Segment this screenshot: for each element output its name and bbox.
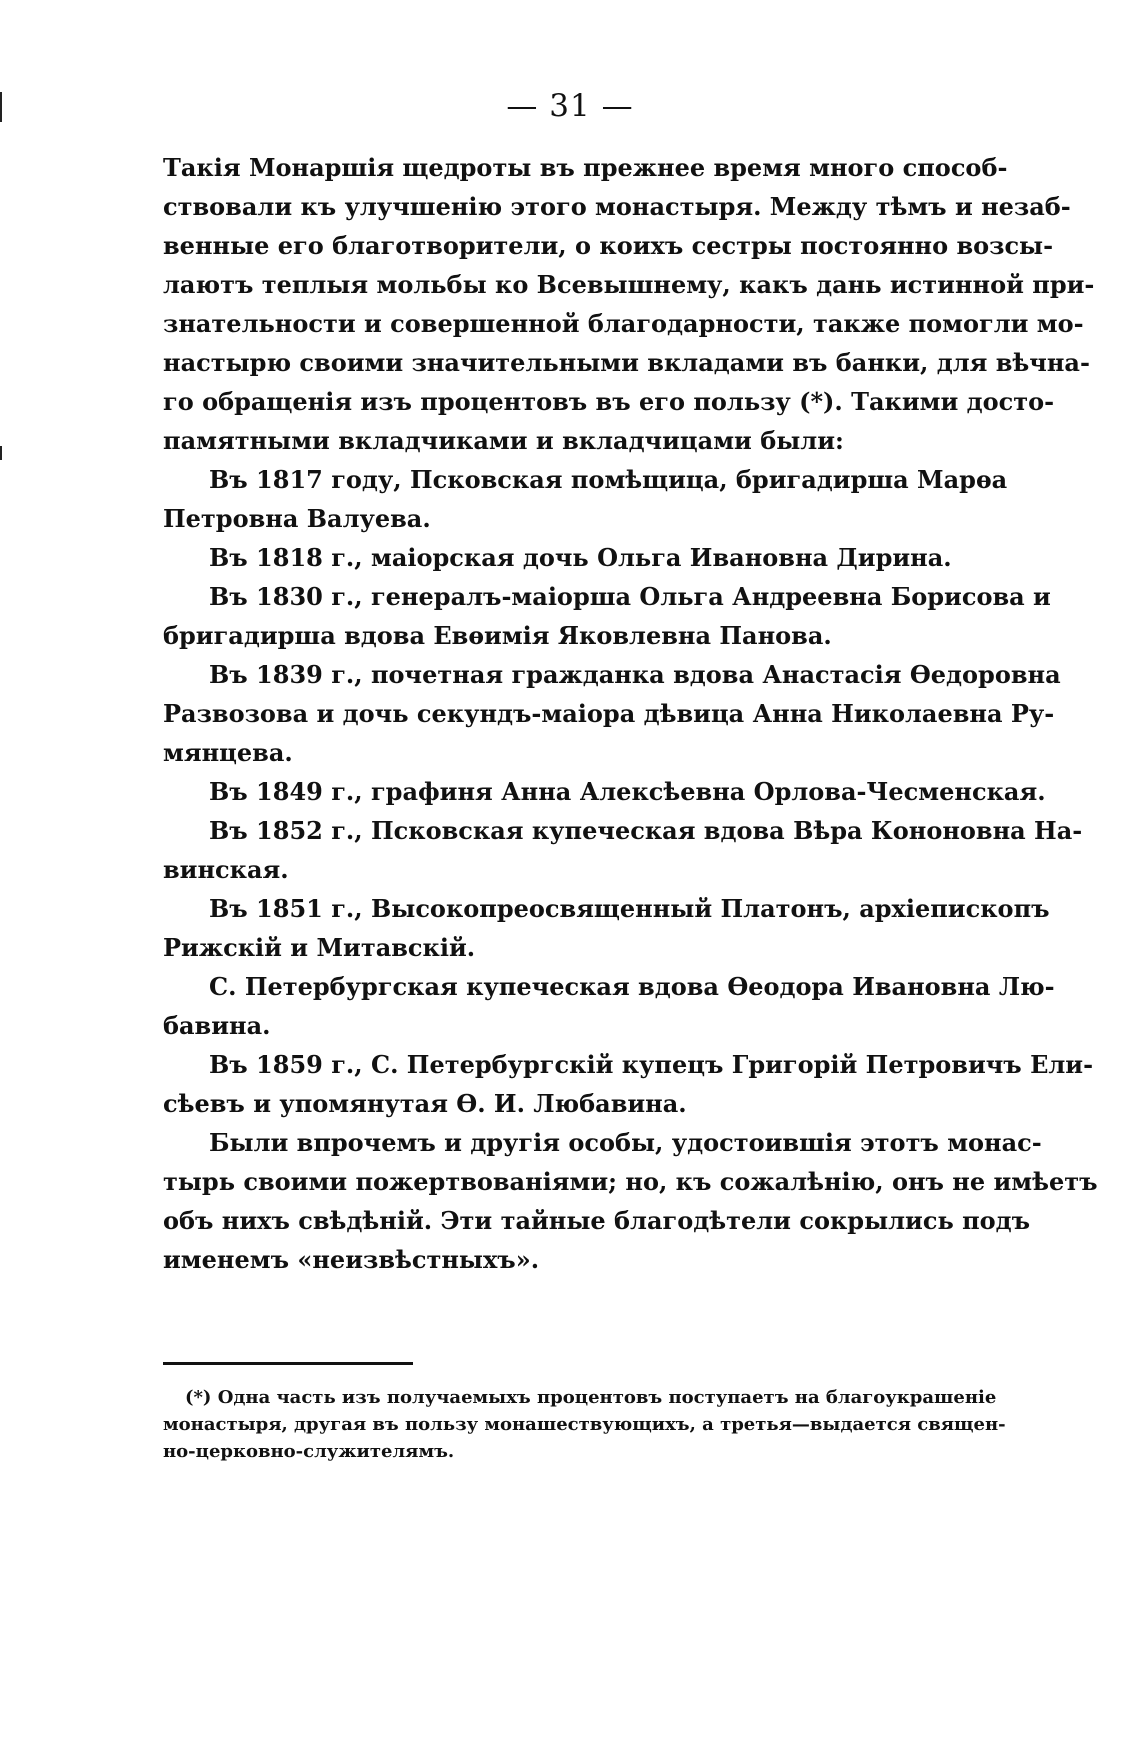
text-line: бригадирша вдова Евѳимія Яковлевна Панова. <box>163 621 832 650</box>
text-line: мянцева. <box>163 738 293 767</box>
text-line: Въ 1817 году, Псковская помѣщица, бригадирша Марѳа <box>209 465 1008 494</box>
text-line: бавина. <box>163 1011 271 1040</box>
text-line: С. Петербургская купеческая вдова Ѳеодора Ивановна Лю- <box>209 972 1055 1001</box>
footnote-line: но-церковно-служителямъ. <box>163 1441 455 1462</box>
text-line: лаютъ теплыя мольбы ко Всевышнему, какъ дань истинной при- <box>163 270 1095 299</box>
text-line: го обращенія изъ процентовъ въ его пользу (*). Такими досто- <box>163 387 1055 416</box>
text-line: Въ 1830 г., генералъ-маіорша Ольга Андреевна Борисова и <box>209 582 1051 611</box>
text-line: Въ 1839 г., почетная гражданка вдова Анастасія Ѳедоровна <box>209 660 1061 689</box>
text-line: объ нихъ свѣдѣній. Эти тайные благодѣтели сокрылись подъ <box>163 1206 1031 1235</box>
text-line: Въ 1818 г., маіорская дочь Ольга Ивановна Дирина. <box>209 543 952 572</box>
text-line: именемъ «неизвѣстныхъ». <box>163 1245 540 1274</box>
footnote-separator <box>163 1362 413 1365</box>
text-line: Рижскій и Митавскій. <box>163 933 476 962</box>
footnote <box>163 1384 1006 1465</box>
text-line: настырю своими значительными вкладами въ банки, для вѣчна- <box>163 348 1090 377</box>
text-line: винская. <box>163 855 289 884</box>
main-text <box>163 148 1098 1279</box>
text-line: Въ 1851 г., Высокопреосвященный Платонъ, архіепископъ <box>209 894 1050 923</box>
text-line: Въ 1859 г., С. Петербургскій купецъ Григорій Петровичъ Ели- <box>209 1050 1094 1079</box>
text-line: памятными вкладчиками и вкладчицами были: <box>163 426 844 455</box>
page-number: — 31 — <box>506 88 634 124</box>
text-line: Такія Монаршія щедроты въ прежнее время много способ- <box>163 153 1008 182</box>
text-line: сѣевъ и упомянутая Ѳ. И. Любавина. <box>163 1089 687 1118</box>
text-line: венные его благотворители, о коихъ сестры постоянно возсы- <box>163 231 1054 260</box>
footnote-line: монастыря, другая въ пользу монашествующихъ, а третья—выдается священ- <box>163 1414 1006 1435</box>
footnote-line: (*) Одна часть изъ получаемыхъ процентовъ поступаетъ на благоукрашеніе <box>185 1387 997 1408</box>
text-line: тырь своими пожертвованіями; но, къ сожалѣнію, онъ не имѣетъ <box>163 1167 1098 1196</box>
text-line: Развозова и дочь секундъ-маіора дѣвица Анна Николаевна Ру- <box>163 699 1055 728</box>
text-line: Петровна Валуева. <box>163 504 431 533</box>
text-line: Въ 1852 г., Псковская купеческая вдова Вѣра Кононовна На- <box>209 816 1083 845</box>
left-margin-mark-bottom <box>0 446 2 460</box>
text-line: Въ 1849 г., графиня Анна Алексѣевна Орлова-Чесменская. <box>209 777 1046 806</box>
text-line: Были впрочемъ и другія особы, удостоившія этотъ монас- <box>209 1128 1042 1157</box>
text-line: ствовали къ улучшенію этого монастыря. Между тѣмъ и незаб- <box>163 192 1071 221</box>
text-line: знательности и совершенной благодарности, также помогли мо- <box>163 309 1084 338</box>
